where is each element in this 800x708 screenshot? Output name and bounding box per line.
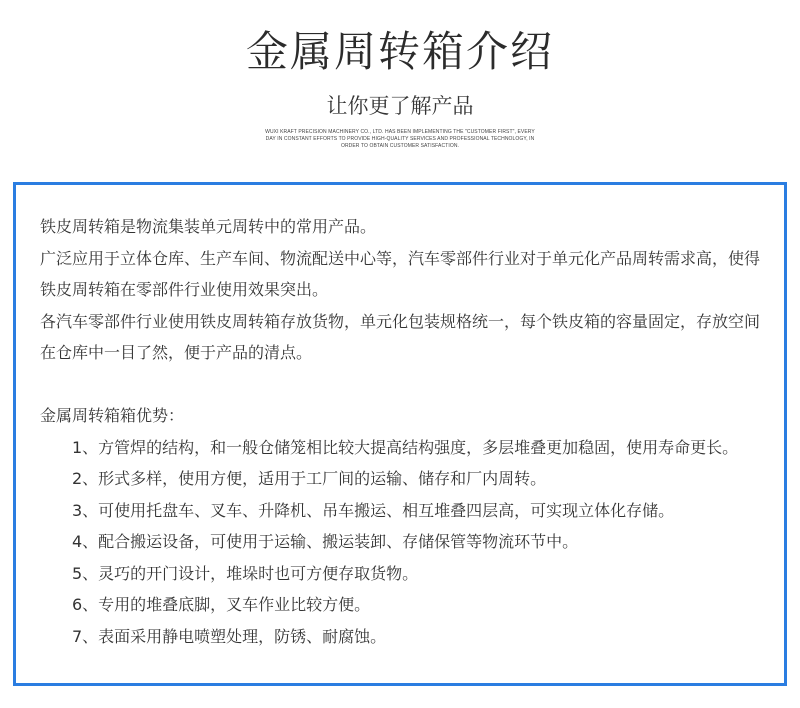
company-tagline: WUXI KRAFT PRECISION MACHINERY CO., LTD. HAS BEEN IMPLEMENTING THE "CUSTOMER FIRST", EVERY DAY IN CONSTANT EFFORTS TO PROVIDE HIGH-QUALITY SERVICES AND PROFESSIONAL TECHNOLOGY, IN ORDER TO OBTAIN CUSTOMER SATISFACTION. xyxy=(265,129,535,149)
intro-paragraph: 广泛应用于立体仓库、生产车间、物流配送中心等，汽车零部件行业对于单元化产品周转需求高，使得铁皮周转箱在零部件行业使用效果突出。 xyxy=(40,248,761,299)
intro-paragraph: 各汽车零部件行业使用铁皮周转箱存放货物，单元化包装规格统一，每个铁皮箱的容量固定，存放空间在仓库中一目了然，便于产品的清点。 xyxy=(40,311,761,362)
page-title: 金属周转箱介绍 xyxy=(245,27,554,76)
advantages-heading: 金属周转箱箱优势： xyxy=(40,406,185,425)
content-text xyxy=(40,211,765,652)
advantage-item: 3、可使用托盘车、叉车、升降机、吊车搬运、相互堆叠四层高，可实现立体化存储。 xyxy=(72,500,675,520)
content-box xyxy=(13,182,787,686)
advantage-item: 4、配合搬运设备，可使用于运输、搬运装卸、存储保管等物流环节中。 xyxy=(72,532,579,551)
advantage-item: 7、表面采用静电喷塑处理，防锈、耐腐蚀。 xyxy=(72,626,387,646)
advantage-item: 1、方管焊的结构，和一般仓储笼相比较大提高结构强度，多层堆叠更加稳固，使用寿命更长。 xyxy=(72,437,739,457)
paragraph-spacer xyxy=(40,369,765,401)
advantage-item: 6、专用的堆叠底脚，叉车作业比较方便。 xyxy=(72,595,371,614)
advantage-item: 2、形式多样，使用方便，适用于工厂间的运输、储存和厂内周转。 xyxy=(72,469,547,488)
intro-paragraph: 铁皮周转箱是物流集装单元周转中的常用产品。 xyxy=(40,217,377,236)
page-subtitle: 让你更了解产品 xyxy=(326,94,474,118)
advantage-item: 5、灵巧的开门设计，堆垛时也可方便存取货物。 xyxy=(72,563,419,583)
